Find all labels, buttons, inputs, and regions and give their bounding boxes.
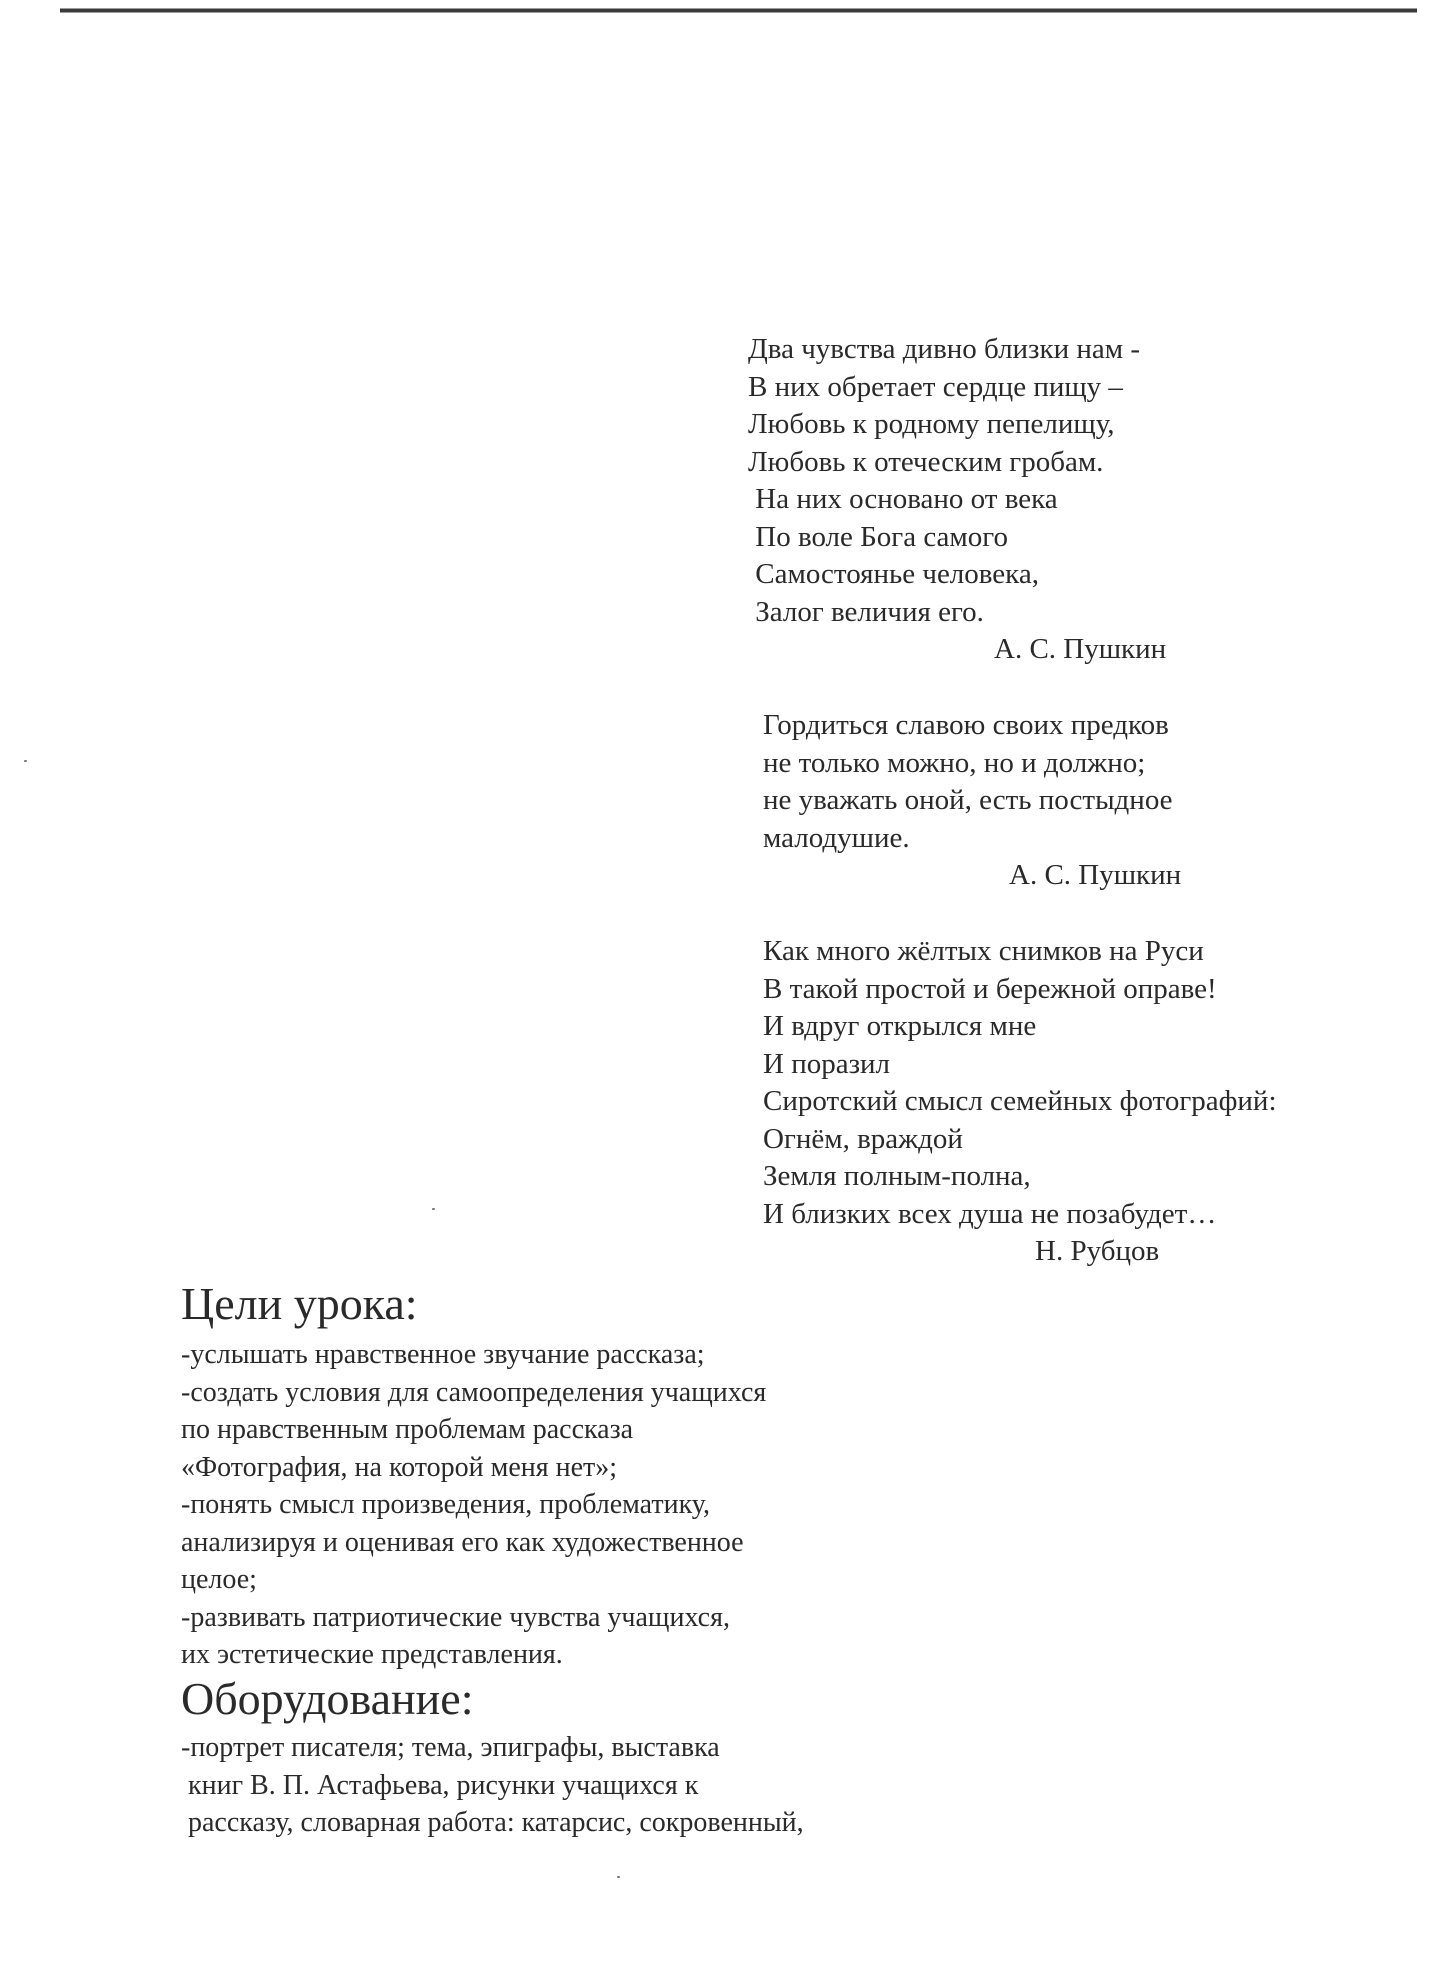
scan-speck [432,1208,435,1210]
equipment-heading: Оборудование: [181,1673,474,1724]
epigraph-pushkin-poem [748,331,1166,669]
scan-speck [617,1876,620,1878]
epigraph-line: Гордиться славою своих предков [763,709,1169,741]
epigraph-line: По воле Бога самого [748,520,1008,553]
epigraph-line: В такой простой и бережной оправе! [763,972,1217,1005]
goals-line: «Фотография, на которой меня нет»; [181,1451,618,1483]
goals-line: анализируя и оценивая его как художественное [181,1526,744,1558]
goals-heading: Цели урока: [181,1278,418,1329]
equipment-line: -портрет писателя; тема, эпиграфы, выставка [181,1732,720,1763]
equipment-line: книг В. П. Астафьева, рисунки учащихся к [181,1769,699,1801]
goals-line: целое; [181,1564,257,1595]
goals-line: -услышать нравственное звучание рассказа; [181,1339,705,1370]
epigraph-line: И поразил [763,1047,891,1080]
epigraph-pushkin-quote [763,707,1181,895]
equipment-list [181,1729,804,1842]
scan-top-edge [0,0,1429,14]
epigraph-rubtsov-poem [763,933,1277,1271]
goals-list [181,1336,766,1674]
goals-line: -понять смысл произведения, проблематику, [181,1489,710,1520]
epigraph-line: Земля полным-полна, [763,1160,1031,1192]
epigraph-line: Как много жёлтых снимков на Руси [763,935,1204,967]
epigraph-line: Два чувства дивно близки нам - [748,333,1141,365]
equipment-line: рассказу, словарная работа: катарсис, сокровенный, [181,1807,804,1838]
epigraph-line: В них обретает сердце пищу – [748,370,1123,403]
goals-line: -развивать патриотические чувства учащихся, [181,1601,730,1633]
epigraph-line: Любовь к отеческим гробам. [748,445,1104,478]
epigraph-line: На них основано от века [748,483,1058,515]
epigraph-line: не только можно, но и должно; [763,746,1146,779]
goals-line: их эстетические представления. [181,1639,563,1670]
epigraph-line: И вдруг открылся мне [763,1010,1037,1042]
epigraph-line: Сиротский смысл семейных фотографий: [763,1085,1277,1117]
epigraph-line: Самостоянье человека, [748,558,1039,590]
scan-speck [24,760,27,762]
epigraph-author: Н. Рубцов [1035,1235,1160,1267]
epigraph-line: не уважать оной, есть постыдное [763,784,1173,816]
epigraph-line: Любовь к родному пепелищу, [748,408,1115,440]
epigraph-line: Залог величия его. [748,595,984,628]
epigraph-line: И близких всех душа не позабудет… [763,1197,1217,1230]
goals-line: -создать условия для самоопределения учащихся [181,1376,767,1408]
epigraph-author: А. С. Пушкин [994,633,1167,665]
epigraph-line: малодушие. [763,821,910,854]
epigraph-author: А. С. Пушкин [1009,859,1182,891]
goals-line: по нравственным проблемам рассказа [181,1414,634,1445]
epigraph-line: Огнём, враждой [763,1122,963,1155]
